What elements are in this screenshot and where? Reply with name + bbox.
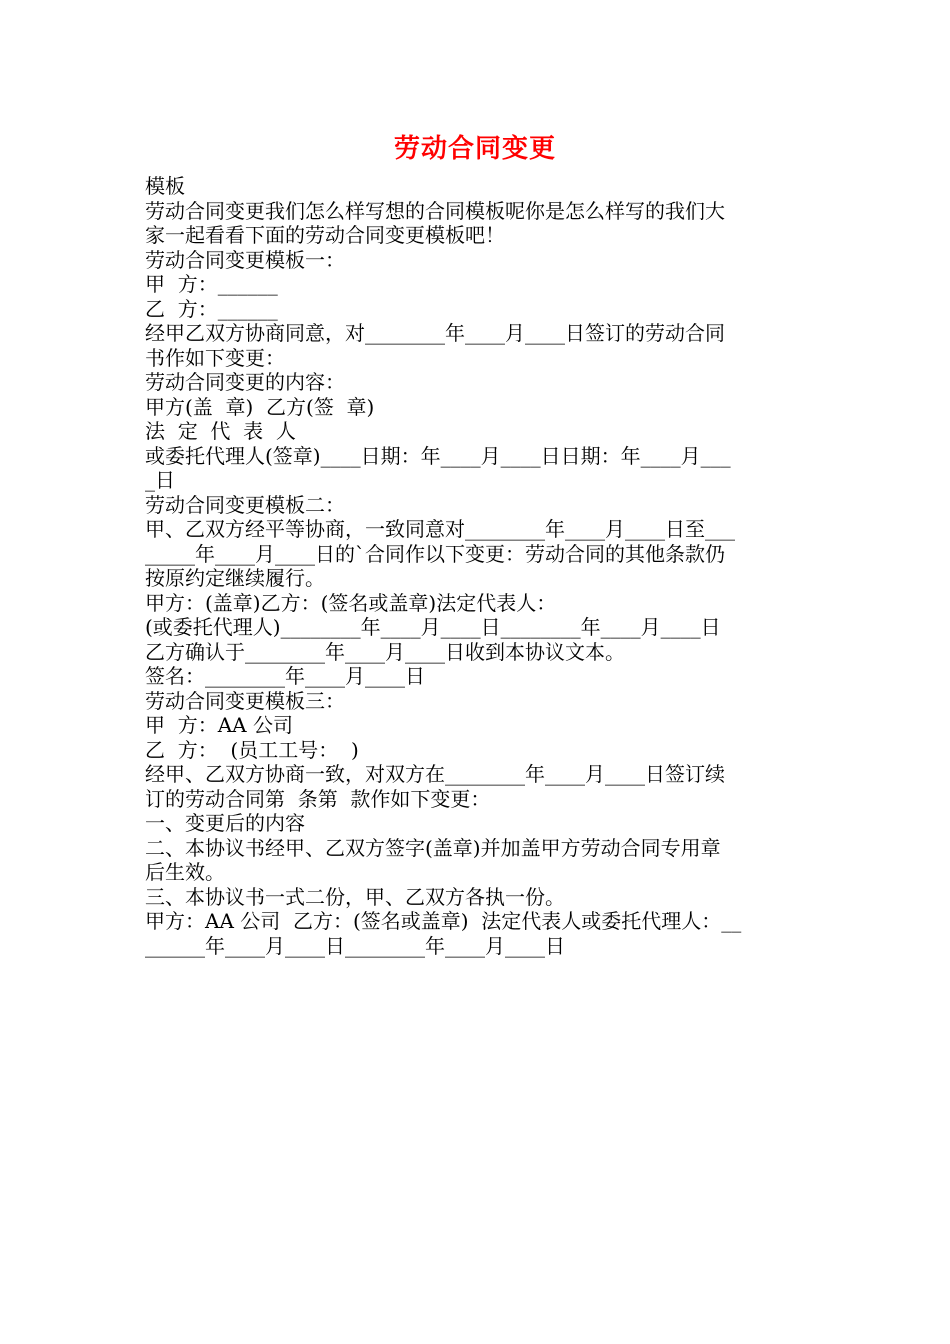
body-line: 甲方：AA 公司 乙方：(签名或盖章) 法定代表人或委托代理人：__ — [145, 909, 742, 933]
body-line: 经甲乙双方协商同意，对________年____月____日签订的劳动合同 — [145, 321, 725, 345]
body-line: 签名：________年____月____日 — [145, 664, 425, 688]
body-line: _日 — [145, 468, 175, 492]
body-line: 乙 方： (员工工号： ) — [145, 737, 359, 762]
body-line: (或委托代理人)________年____月____日________年____月____日 — [145, 615, 721, 639]
body-line: 或委托代理人(签章)____日期：年____月____日日期：年____月___ — [145, 443, 731, 468]
body-line: 法 定 代 表 人 — [145, 419, 296, 443]
body-line: 劳动合同变更模板二： — [145, 492, 345, 517]
body-line: 甲 方：AA 公司 — [145, 713, 293, 737]
body-line: 经甲、乙双方协商一致，对双方在________年____月____日签订续 — [145, 762, 725, 786]
body-line: 劳动合同变更模板一： — [145, 247, 345, 272]
body-line: 劳动合同变更模板三： — [145, 688, 345, 713]
body-line: 甲、乙双方经平等协商，一致同意对________年____月____日至___ — [145, 517, 735, 541]
body-line: 二、本协议书经甲、乙双方签字(盖章)并加盖甲方劳动合同专用章 — [145, 835, 721, 860]
body-line: 一、变更后的内容 — [145, 811, 305, 835]
body-line: 三、本协议书一式二份，甲、乙双方各执一份。 — [145, 884, 565, 909]
body-line: 乙 方：______ — [145, 296, 278, 321]
body-line: 劳动合同变更的内容： — [145, 370, 345, 394]
body-line: 后生效。 — [145, 860, 225, 884]
body-line: 乙方确认于________年____月____日收到本协议文本。 — [145, 639, 625, 664]
document-body — [145, 174, 810, 958]
document-title: 劳动合同变更 — [393, 134, 556, 164]
body-line: 甲方：(盖章)乙方：(签名或盖章)法定代表人： — [145, 590, 557, 615]
body-line: 模板 — [145, 174, 185, 198]
body-line: _____年____月____日的`合同作以下变更：劳动合同的其他条款仍 — [145, 541, 725, 566]
body-line: 书作如下变更： — [145, 345, 285, 370]
body-line: 甲 方：______ — [145, 272, 278, 296]
body-line: 家一起看看下面的劳动合同变更模板吧！ — [145, 223, 505, 247]
body-line: 劳动合同变更我们怎么样写想的合同模板呢你是怎么样写的我们大 — [145, 198, 725, 223]
body-line: ______年____月____日________年____月____日 — [145, 933, 565, 958]
body-line: 按原约定继续履行。 — [145, 566, 325, 590]
body-line: 订的劳动合同第 条第 款作如下变更： — [145, 786, 491, 811]
body-line: 甲方(盖 章) 乙方(签 章) — [145, 394, 375, 419]
